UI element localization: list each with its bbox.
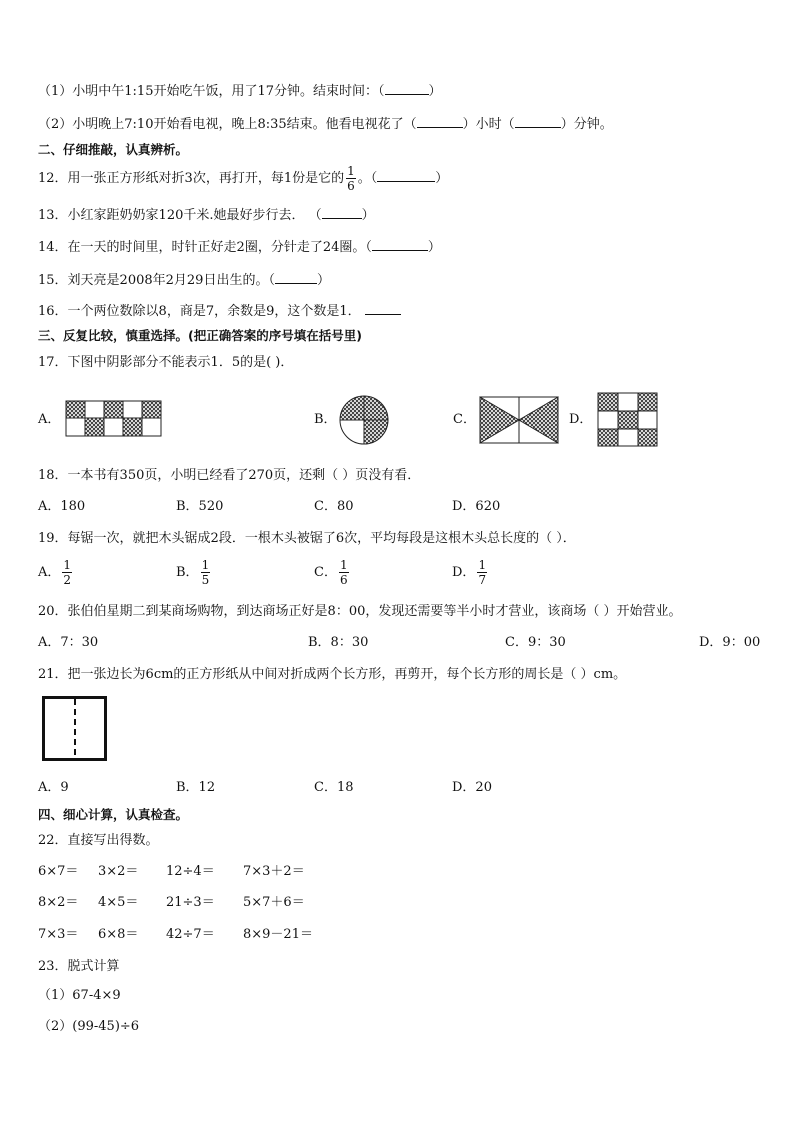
q17-option-c-label[interactable]: C．	[453, 412, 476, 427]
calc-item: 42÷7＝	[166, 927, 215, 942]
question-13: 13．小红家距奶奶家120千米.她最好步行去． （ ）	[38, 208, 375, 223]
answer-blank[interactable]	[365, 302, 401, 315]
q11-sub1: （1）小明中午1:15开始吃午饭，用了17分钟。结束时间：（ ）	[38, 84, 442, 99]
q19-option-c[interactable]: C． $\frac{1}{6}$	[314, 558, 348, 587]
question-18: 18．一本书有350页，小明已经看了270页，还剩（ ）页没有看．	[38, 468, 421, 483]
q18-option-c[interactable]: C．80	[314, 499, 354, 514]
answer-blank[interactable]	[385, 82, 429, 95]
fraction: $\frac{1}{6}$	[347, 164, 355, 193]
q19-option-d[interactable]: D． $\frac{1}{7}$	[452, 558, 487, 587]
q21-folded-square-figure	[42, 696, 108, 762]
answer-blank[interactable]	[275, 271, 317, 284]
answer-blank[interactable]	[322, 206, 362, 219]
q17-figure-a[interactable]	[66, 401, 162, 437]
question-21: 21．把一张边长为6cm的正方形纸从中间对折成两个长方形，再剪开，每个长方形的周长是（ ）cm。	[38, 667, 627, 682]
q17-option-d-label[interactable]: D．	[569, 412, 593, 427]
section-2-title: 二、仔细推敲，认真辨析。	[38, 142, 189, 157]
question-12: 12．用一张正方形纸对折3次，再打开，每1份是它的 $\frac{1}{6}$ 。（ ）	[38, 164, 449, 193]
answer-blank-hours[interactable]	[417, 115, 463, 128]
calc-item: 4×5＝	[98, 895, 139, 910]
calc-item: 12÷4＝	[166, 864, 215, 879]
q21-option-b[interactable]: B．12	[176, 780, 216, 795]
question-20: 20．张伯伯星期二到某商场购物，到达商场正好是8：00，发现还需要等半小时才营业，该商场（ ）开始营业。	[38, 604, 682, 619]
q21-option-a[interactable]: A．9	[38, 780, 69, 795]
q18-option-d[interactable]: D．620	[452, 499, 501, 514]
section-3-title: 三、反复比较，慎重选择。(把正确答案的序号填在括号里)	[38, 328, 362, 343]
q17-figure-c[interactable]	[480, 397, 558, 444]
answer-blank[interactable]	[372, 238, 428, 251]
question-22: 22．直接写出得数。	[38, 833, 159, 848]
q21-option-d[interactable]: D．20	[452, 780, 492, 795]
answer-blank-minutes[interactable]	[515, 115, 561, 128]
q17-option-b-label[interactable]: B．	[314, 412, 337, 427]
question-19: 19．每锯一次，就把木头锯成2段．一根木头被锯了6次，平均每段是这根木头总长度的（ ）．	[38, 531, 576, 546]
calc-item: 8×9－21＝	[243, 927, 313, 942]
q19-option-a[interactable]: A． $\frac{1}{2}$	[38, 558, 72, 587]
question-14: 14．在一天的时间里，时针正好走2圈，分针走了24圈。（ ）	[38, 240, 441, 255]
calc-item: 7×3＝	[38, 927, 79, 942]
calc-item: 6×7＝	[38, 864, 79, 879]
calc-item: 6×8＝	[98, 927, 139, 942]
question-15: 15．刘天亮是2008年2月29日出生的。（ ）	[38, 273, 330, 288]
q20-option-c[interactable]: C．9：30	[505, 635, 566, 650]
question-23: 23．脱式计算	[38, 959, 120, 974]
q18-option-a[interactable]: A．180	[38, 499, 86, 514]
q23-sub1: （1）67-4×9	[38, 988, 121, 1003]
q17-figure-b[interactable]	[339, 395, 389, 445]
q20-option-d[interactable]: D．9：00	[699, 635, 761, 650]
calc-item: 21÷3＝	[166, 895, 215, 910]
answer-blank[interactable]	[377, 169, 435, 182]
q11-sub2: （2）小明晚上7:10开始看电视，晚上8:35结束。他看电视花了（ ）小时（ ）分钟。	[38, 117, 613, 132]
question-16: 16．一个两位数除以8，商是7，余数是9，这个数是1．	[38, 302, 401, 321]
q20-option-b[interactable]: B．8：30	[308, 635, 369, 650]
calc-item: 7×3＋2＝	[243, 864, 305, 879]
calc-item: 5×7＋6＝	[243, 895, 305, 910]
calc-item: 3×2＝	[98, 864, 139, 879]
q21-option-c[interactable]: C．18	[314, 780, 354, 795]
question-17: 17．下图中阴影部分不能表示1．5的是( )．	[38, 355, 294, 370]
q20-option-a[interactable]: A．7：30	[38, 635, 99, 650]
q17-figure-d[interactable]	[598, 393, 658, 447]
calc-item: 8×2＝	[38, 895, 79, 910]
q18-option-b[interactable]: B．520	[176, 499, 224, 514]
q23-sub2: （2）(99-45)÷6	[38, 1019, 140, 1034]
q19-option-b[interactable]: B． $\frac{1}{5}$	[176, 558, 210, 587]
q17-option-a-label[interactable]: A．	[38, 412, 61, 427]
section-4-title: 四、细心计算，认真检查。	[38, 807, 189, 822]
